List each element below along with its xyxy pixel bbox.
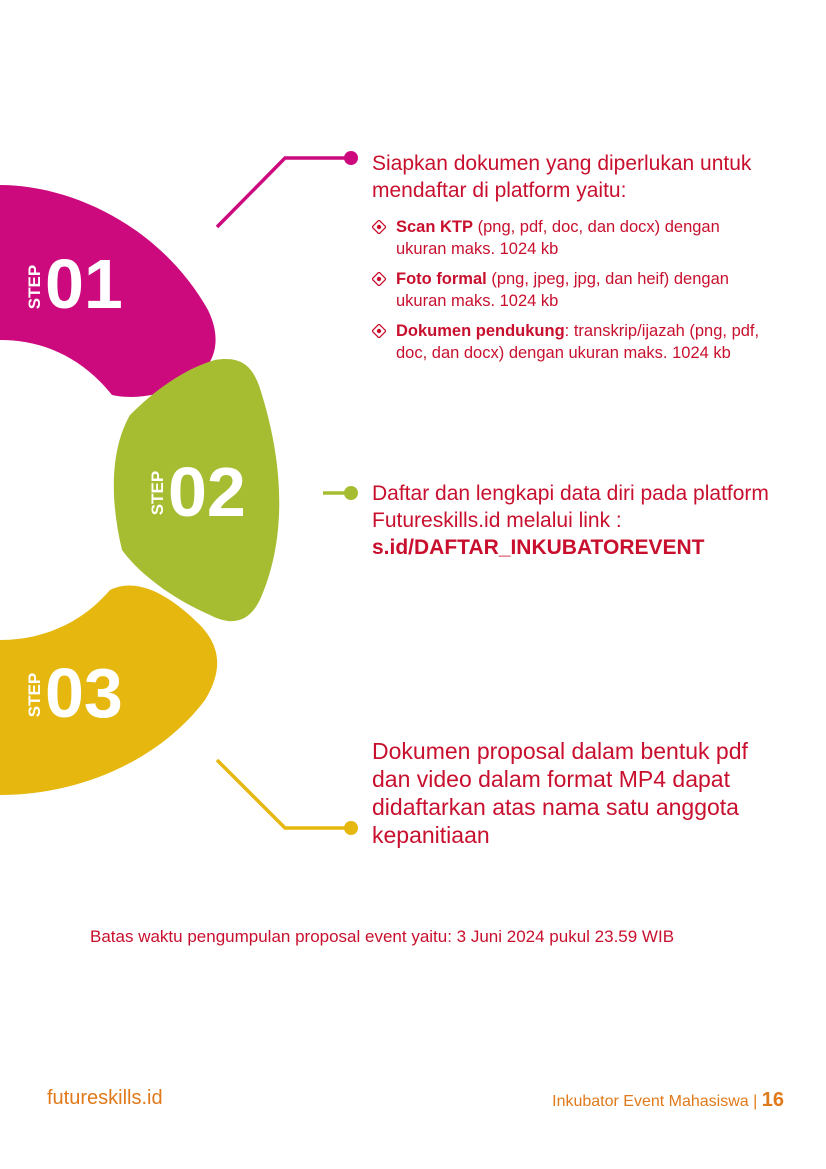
connector-step-01 — [217, 158, 348, 227]
footer-title: Inkubator Event Mahasiswa — [552, 1093, 749, 1110]
requirement-detail: (png, pdf, doc, dan docx) dengan ukuran maks. 1024 kb — [396, 218, 720, 258]
step-02-number: 02 — [168, 453, 246, 531]
step-01-text — [372, 150, 772, 372]
requirement-detail: : transkrip/ijazah (png, pdf, doc, dan docx) dengan ukuran maks. 1024 kb — [396, 322, 760, 362]
footer-site[interactable]: futureskills.id — [47, 1087, 163, 1109]
step-01-requirements — [372, 216, 772, 364]
footer-page-info — [552, 1089, 784, 1112]
requirement-title: Scan KTP — [396, 218, 474, 236]
step-02-text — [372, 480, 772, 561]
step-03-text — [372, 737, 757, 849]
requirement-item — [372, 216, 772, 260]
step-01-lead: Siapkan dokumen yang diperlukan untuk mendaftar di platform yaitu: — [372, 152, 752, 202]
diamond-bullet-icon — [372, 272, 386, 286]
page-number: 16 — [761, 1089, 784, 1111]
diamond-bullet-icon — [372, 220, 386, 234]
requirement-title: Dokumen pendukung — [396, 322, 565, 340]
step-02-lead: Daftar dan lengkapi data diri pada platform Futureskills.id melalui link : — [372, 482, 769, 532]
step-01-number: 01 — [45, 245, 123, 323]
connector-dot-03 — [344, 821, 358, 835]
step-01-word: STEP — [25, 264, 44, 310]
registration-link[interactable]: s.id/DAFTAR_INKUBATOREVENT — [372, 536, 705, 559]
diamond-bullet-icon — [372, 324, 386, 338]
requirement-item — [372, 268, 772, 312]
step-03-word: STEP — [25, 672, 44, 718]
connector-dot-01 — [344, 151, 358, 165]
footer-separator: | — [753, 1093, 758, 1110]
requirement-item — [372, 320, 772, 364]
step-02-word: STEP — [148, 470, 167, 516]
step-03-number: 03 — [45, 654, 123, 732]
requirement-detail: (png, jpeg, jpg, dan heif) dengan ukuran maks. 1024 kb — [396, 270, 729, 310]
deadline-note: Batas waktu pengumpulan proposal event yaitu: 3 Juni 2024 pukul 23.59 WIB — [90, 927, 675, 946]
connector-dot-02 — [344, 486, 358, 500]
step-03-lead: Dokumen proposal dalam bentuk pdf dan video dalam format MP4 dapat didaftarkan atas nama satu anggota kepanitiaan — [372, 738, 748, 848]
requirement-title: Foto formal — [396, 270, 487, 288]
connector-step-03 — [217, 760, 348, 828]
